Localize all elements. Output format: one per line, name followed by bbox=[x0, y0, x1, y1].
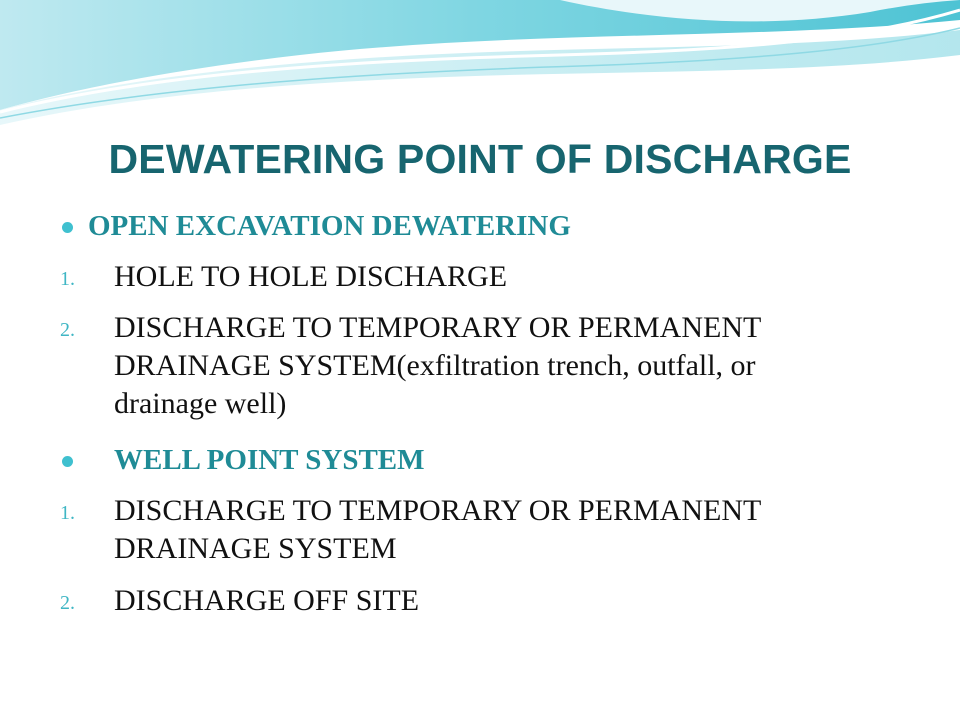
list-item bbox=[114, 582, 419, 620]
list-item-line: drainage well) bbox=[114, 387, 287, 420]
list-item-line: DISCHARGE TO TEMPORARY OR PERMANENT bbox=[114, 311, 762, 344]
list-number: 1. bbox=[60, 268, 75, 290]
list-number: 2. bbox=[60, 592, 75, 614]
list-item-line: HOLE TO HOLE DISCHARGE bbox=[114, 260, 508, 293]
header-wave-decoration bbox=[0, 0, 960, 130]
slide-title: DEWATERING POINT OF DISCHARGE bbox=[108, 136, 852, 182]
bullet-dot bbox=[62, 222, 73, 233]
list-item-line: DRAINAGE SYSTEM bbox=[114, 532, 397, 565]
list-item-line: DISCHARGE OFF SITE bbox=[114, 584, 420, 617]
bullet-dot bbox=[62, 456, 73, 467]
list-item bbox=[114, 258, 507, 296]
list-item-line: DISCHARGE TO TEMPORARY OR PERMANENT bbox=[114, 494, 762, 527]
list-number: 2. bbox=[60, 319, 75, 341]
section-heading: OPEN EXCAVATION DEWATERING bbox=[88, 210, 571, 242]
list-item bbox=[114, 309, 761, 423]
list-number: 1. bbox=[60, 502, 75, 524]
list-item bbox=[114, 492, 761, 568]
list-item-line: DRAINAGE SYSTEM(exfiltration trench, outfall, or bbox=[114, 349, 756, 382]
section-heading: WELL POINT SYSTEM bbox=[114, 444, 425, 476]
